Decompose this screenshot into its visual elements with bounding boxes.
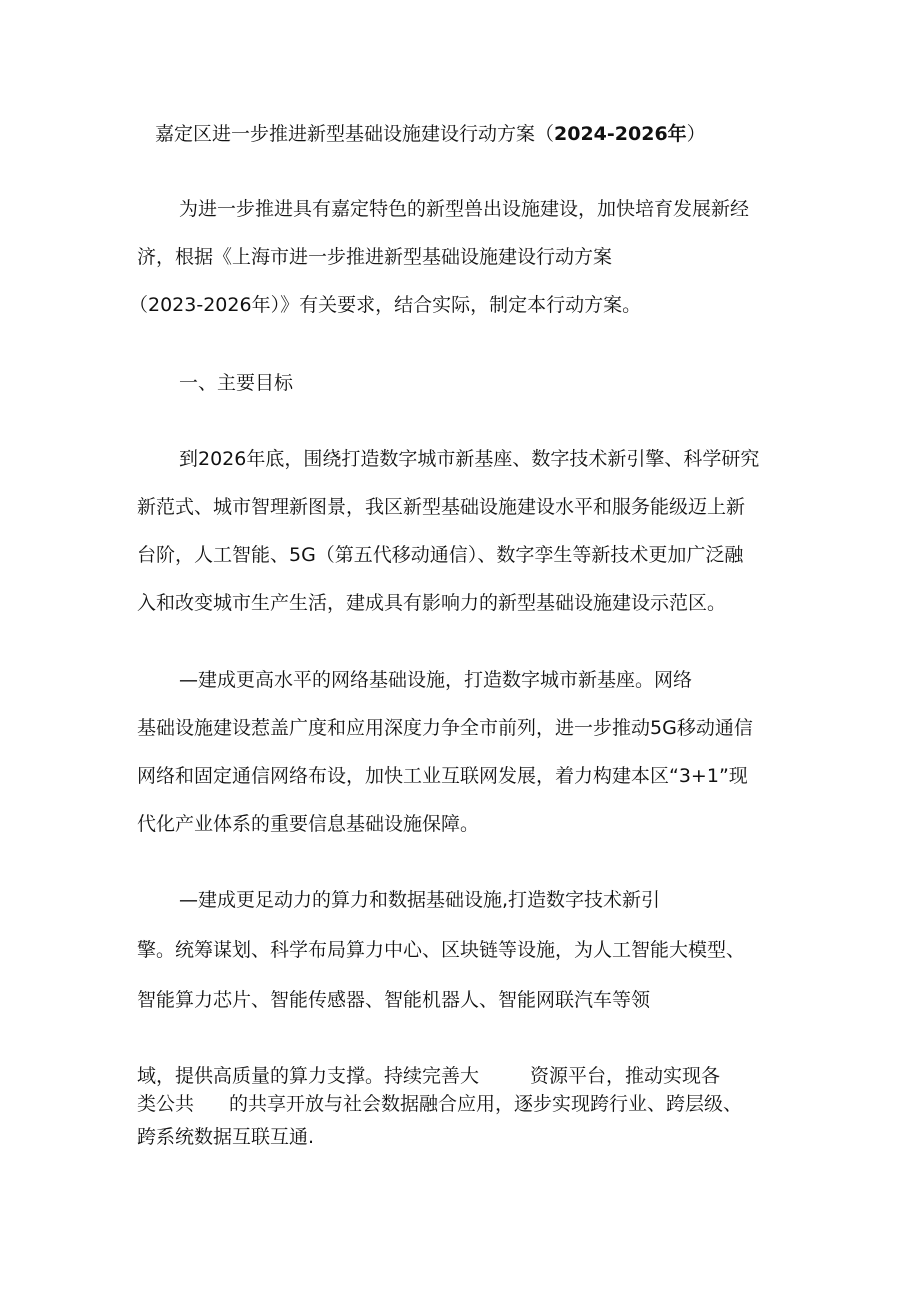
data-line-2b: 的共享开放与社会数据融合应用，逐步实现跨行业、跨层级、: [229, 1093, 743, 1115]
goal-line-4: 入和改变城市生产生活，建成具有影响力的新型基础设施建设示范区。: [137, 592, 727, 614]
data-line-1a: 域，提供高质量的算力支撑。持续完善大: [137, 1065, 480, 1087]
intro-line-3: （2023-2026年）》有关要求，结合实际，制定本行动方案。: [129, 294, 642, 316]
data-line-2a: 类公共: [137, 1093, 195, 1115]
network-line-4: 代化产业体系的重要信息基础设施保障。: [137, 813, 480, 835]
network-line-1: —建成更高水平的网络基础设施，打造数字城市新基座。网络: [179, 669, 693, 691]
intro-line-2: 济，根据《上海市进一步推进新型基础设施建设行动方案: [137, 246, 613, 268]
compute-line-3: 智能算力芯片、智能传感器、智能机器人、智能网联汽车等领: [137, 989, 651, 1011]
goal-line-2: 新范式、城市智理新图景，我区新型基础设施建设水平和服务能级迈上新: [137, 496, 746, 518]
intro-line-1: 为进一步推进具有嘉定特色的新型兽出设施建设，加快培育发展新经: [179, 198, 750, 220]
goal-line-1: 到2026年底，围绕打造数字城市新基座、数字技术新引擎、科学研究: [179, 448, 760, 470]
title-year: 2024-2026年: [554, 123, 687, 145]
data-line-1b: 资源平台，推动实现各: [530, 1065, 721, 1087]
compute-line-2: 擎。统筹谋划、科学布局算力中心、区块链等设施，为人工智能大模型、: [137, 939, 746, 961]
network-line-2: 基础设施建设惹盖广度和应用深度力争全市前列，进一步推动5G移动通信: [137, 717, 753, 739]
section-heading-main-goals: 一、主要目标: [179, 372, 294, 394]
document-title: [155, 121, 706, 147]
title-suffix: ）: [686, 123, 706, 145]
network-line-3: 网络和固定通信网络布设，加快工业互联网发展，着力构建本区“3+1”现: [137, 765, 748, 787]
compute-line-1: —建成更足动力的算力和数据基础设施,打造数字技术新引: [179, 889, 661, 911]
data-line-3: 跨系统数据互联互通.: [137, 1126, 315, 1148]
title-prefix: 嘉定区进一步推进新型基础设施建设行动方案（: [155, 123, 555, 145]
goal-line-3: 台阶，人工智能、5G（第五代移动通信）、数字孪生等新技术更加广泛融: [137, 544, 744, 566]
